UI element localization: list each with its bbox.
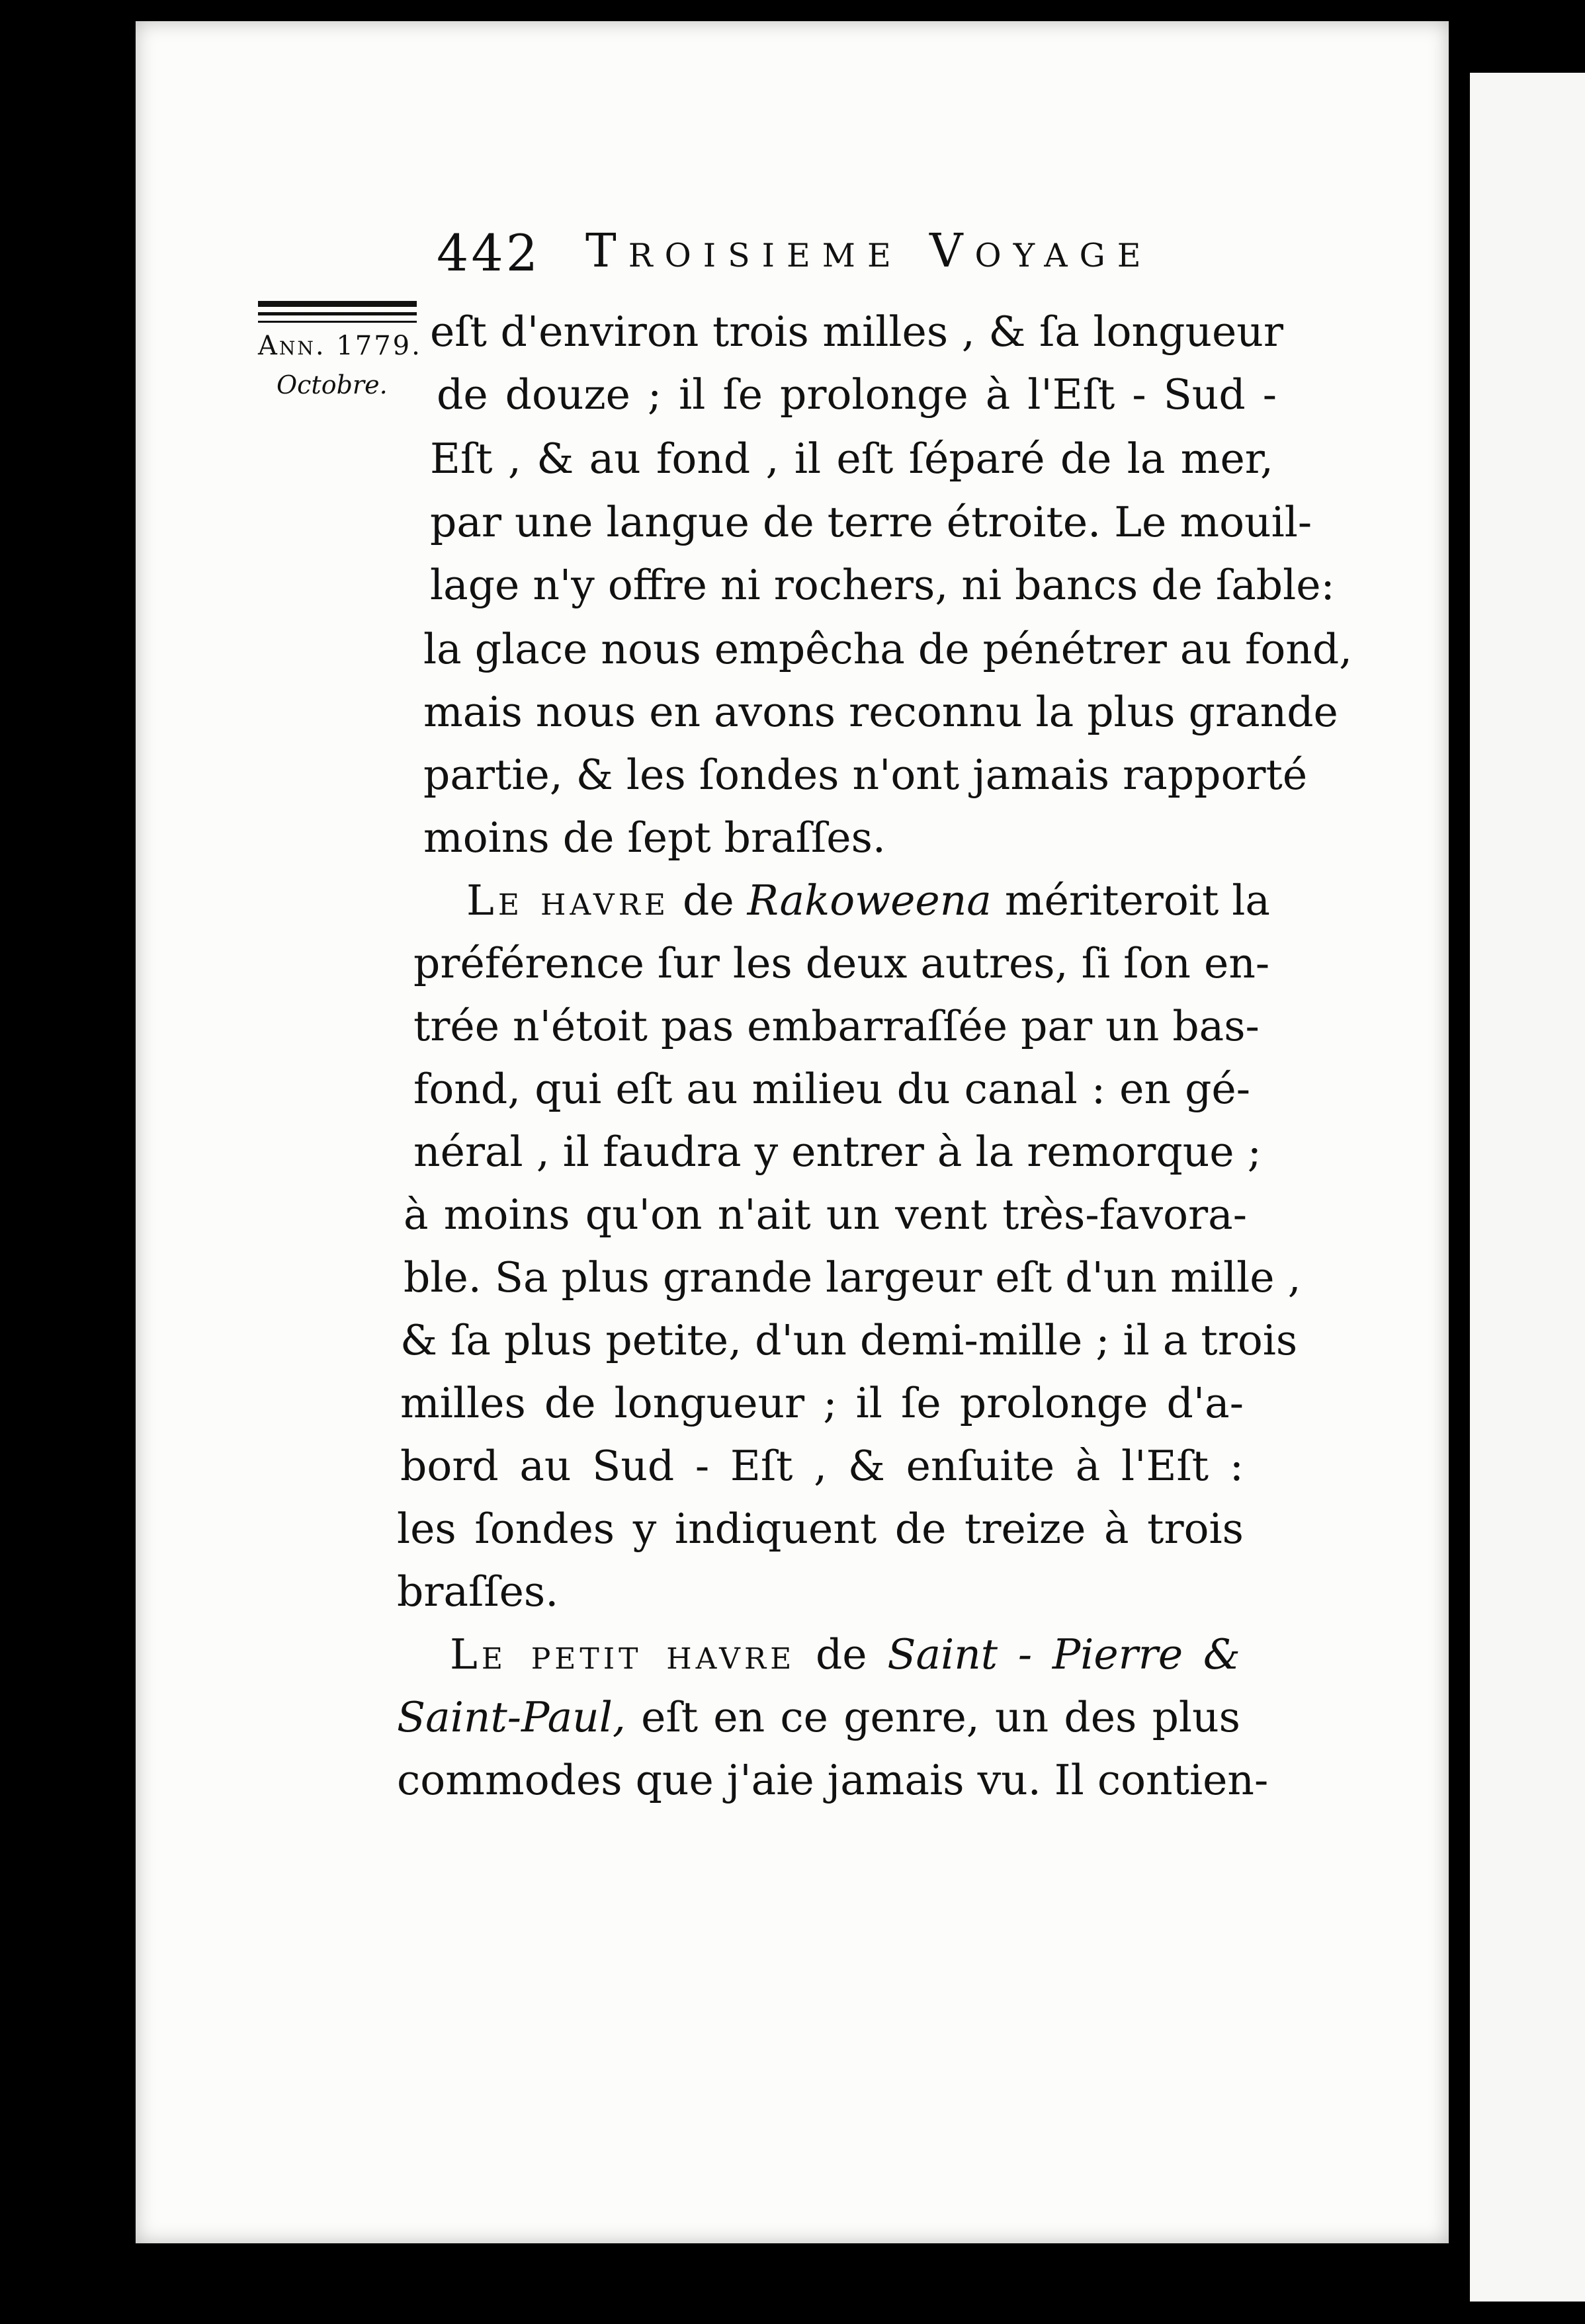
page-number: 442 — [437, 224, 541, 282]
text-line: Eſt , & au fond , il eſt ſéparé de la mer, — [430, 435, 1273, 483]
text-line: ble. Sa plus grande largeur eſt d'un mille , — [404, 1253, 1301, 1302]
text-line: préférence ſur les deux autres, ſi ſon en- — [413, 939, 1270, 987]
text-line: eſt d'environ trois milles , & ſa longueur — [430, 308, 1283, 356]
text-line: Saint-Paul, eſt en ce genre, un des plus — [397, 1693, 1240, 1741]
text-line: fond, qui eſt au milieu du canal : en gé- — [413, 1065, 1250, 1113]
text-line: moins de ſept braſſes. — [423, 813, 886, 862]
text-line: Le havre de Rakoweena mériteroit la — [466, 876, 1270, 925]
margin-month: Octobre. — [277, 370, 388, 399]
text-line: de douze ; il ſe prolonge à l'Eſt - Sud - — [437, 370, 1277, 419]
page-header — [437, 218, 1158, 291]
text-line: lage n'y offre ni rochers, ni bancs de ſable: — [430, 561, 1335, 609]
running-title: Troisieme Voyage — [585, 224, 1153, 278]
text-line: par une langue de terre étroite. Le mouil- — [430, 498, 1312, 546]
text-line: bord au Sud - Eſt , & enſuite à l'Eſt : — [400, 1442, 1244, 1490]
text-line: partie, & les ſondes n'ont jamais rapporté — [423, 751, 1308, 799]
text-line: mais nous en avons reconnu la plus grande — [423, 688, 1338, 736]
place-name: Rakoweena — [747, 876, 992, 925]
text-line: les ſondes y indiquent de treize à trois — [397, 1505, 1244, 1553]
text-line: à moins qu'on n'ait un vent très-favora- — [404, 1190, 1247, 1239]
text-line: & ſa plus petite, d'un demi-mille ; il a trois — [400, 1316, 1298, 1364]
paragraph-lead: Le petit havre — [450, 1630, 796, 1679]
margin-rule — [258, 312, 417, 315]
place-name: Saint-Paul, — [397, 1693, 626, 1741]
text-line: trée n'étoit pas embarraſſée par un bas- — [413, 1002, 1260, 1050]
paragraph-lead: Le havre — [466, 876, 669, 925]
adjacent-page — [1470, 73, 1585, 2302]
text-line: Le petit havre de Saint - Pierre & — [450, 1630, 1241, 1679]
text-line: néral , il faudra y entrer à la remorque ; — [413, 1128, 1262, 1176]
margin-rule — [258, 301, 417, 307]
text-line: commodes que j'aie jamais vu. Il contien- — [397, 1756, 1269, 1804]
margin-year: Ann. 1779. — [258, 331, 422, 361]
text-line: la glace nous empêcha de pénétrer au fond, — [423, 625, 1353, 673]
text-line: braſſes. — [397, 1567, 559, 1616]
place-name: Saint - Pierre & — [887, 1630, 1241, 1679]
text-line: milles de longueur ; il ſe prolonge d'a- — [400, 1379, 1244, 1427]
margin-rule — [258, 321, 417, 323]
